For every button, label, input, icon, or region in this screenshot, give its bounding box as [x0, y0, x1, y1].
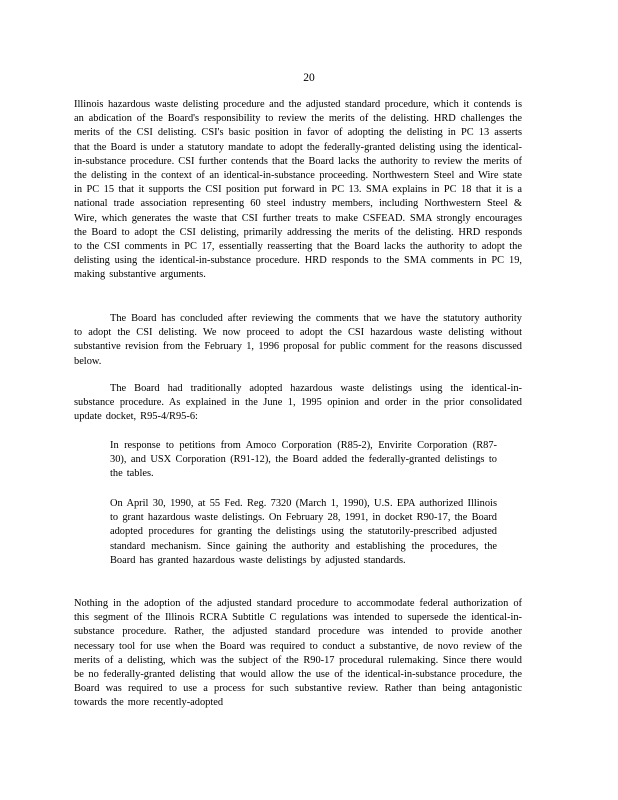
body-paragraph-2: The Board has concluded after reviewing the comments that we have the statutory authority to adopt the CSI delisting. We now proceed to adopt the CSI hazardous waste delisting without substantive revision from the February 1, 1996 proposal for public comment for the reasons discussed below. [74, 313, 522, 367]
block-quote-2: On April 30, 1990, at 55 Fed. Reg. 7320 (March 1, 1990), U.S. EPA authorized Illinois to grant hazardous waste delistings. On February 28, 1991, in docket R90-17, the Board adopted procedures for granting the delistings using the statutorily-prescribed adjusted standard mechanism. Since gaining the authority and establishing the procedures, the Board has granted hazardous waste delistings by adjusted standards. [110, 498, 497, 566]
body-paragraph-3: The Board had traditionally adopted hazardous waste delistings using the identical-in-substance procedure. As explained in the June 1, 1995 opinion and order in the prior consolidated update docket, R95-4/R95-6: [74, 383, 522, 423]
body-paragraph-1: Illinois hazardous waste delisting procedure and the adjusted standard procedure, which it contends is an abdication of the Board's responsibility to review the merits of the delisting. HRD challenges the merits of the CSI delisting. CSI's basic position in favor of adopting the delisting in PC 13 asserts that the Board is under a statutory mandate to adopt the federally-granted delisting using the identical-in-substance procedure. CSI further contends that the Board lacks the authority to review the merits of the delisting in the context of an identical-in-substance proceeding. Northwestern Steel and Wire state in PC 15 that it supports the CSI position put forward in PC 13. SMA explains in PC 18 that it is a national trade association representing 60 steel industry members, including Northwestern Steel & Wire, which generates the waste that CSI further treats to make CSFEAD. SMA strongly encourages the Board to adopt the CSI delisting, primarily addressing the merits of the delisting. HRD responds to the CSI comments in PC 17, essentially reasserting that the Board lacks the authority to adopt the delisting using the identical-in-substance procedure. HRD responds to the SMA comments in PC 19, making substantive arguments. [74, 99, 522, 281]
body-paragraph-4: Nothing in the adoption of the adjusted standard procedure to accommodate federal authorization of this segment of the Illinois RCRA Subtitle C regulations was intended to supersede the identical-in-substance procedure. Rather, the adjusted standard procedure was intended to provide another necessary tool for use when the Board was required to conduct a substantive, de novo review of the merits of a delisting, which was the subject of the R90-17 procedural rulemaking. Since there would be no federally-granted delisting that would allow the use of the identical-in-substance procedure, the Board was required to use a process for such substantive review. Rather than being antagonistic towards the more recently-adopted [74, 598, 522, 709]
block-quote-1: In response to petitions from Amoco Corporation (R85-2), Envirite Corporation (R87-30), and USX Corporation (R91-12), the Board added the federally-granted delistings to the tables. [110, 440, 497, 480]
page-number: 20 [303, 72, 315, 84]
